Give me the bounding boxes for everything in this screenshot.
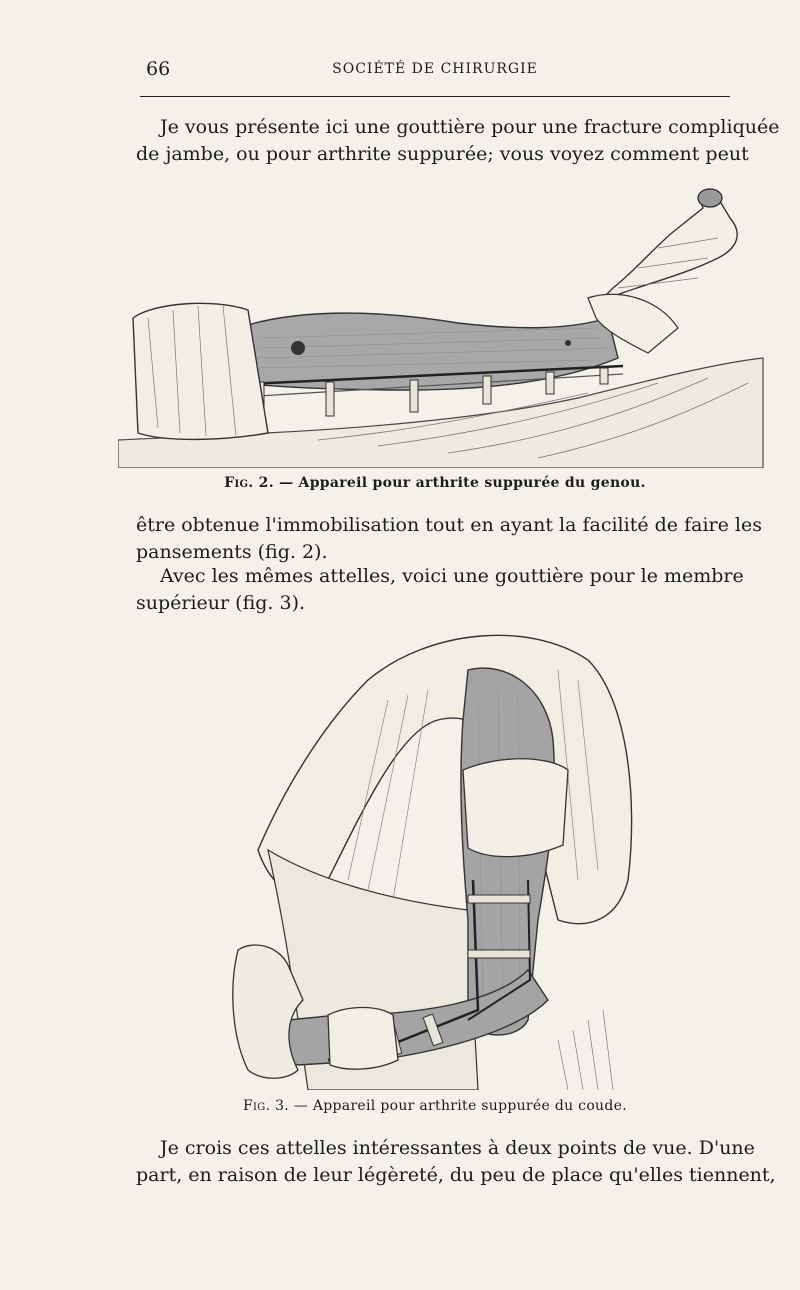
text-line: être obtenue l'immobilisation tout en ayant la facilité de faire les <box>136 514 762 536</box>
arm-splint-drawing <box>228 620 648 1090</box>
paragraph-continuation <box>136 512 762 566</box>
figure-3-caption <box>140 1098 730 1114</box>
figure-3-caption-text: — Appareil pour arthrite suppurée du coude. <box>293 1098 627 1114</box>
page-header <box>140 58 730 84</box>
figure-2-caption <box>140 475 730 491</box>
running-head: SOCIÉTÉ DE CHIRURGIE <box>332 61 538 77</box>
figure-2-caption-text: — Appareil pour arthrite suppurée du genou. <box>279 475 646 491</box>
page-number: 66 <box>146 58 171 80</box>
paragraph-conclusion <box>136 1135 776 1189</box>
figure-2-illustration <box>118 178 768 468</box>
header-rule <box>140 96 730 97</box>
paragraph-intro <box>136 114 780 168</box>
text-line: Je crois ces attelles intéressantes à deux points de vue. D'une <box>160 1137 755 1159</box>
text-line: Avec les mêmes attelles, voici une gouttière pour le membre <box>160 565 744 587</box>
paragraph-upper-limb <box>136 563 744 617</box>
text-line: Je vous présente ici une gouttière pour une fracture compliquée <box>160 116 780 138</box>
text-line: supérieur (fig. 3). <box>136 592 306 614</box>
leg-splint-drawing <box>118 178 768 468</box>
figure-2-label: Fig. 2. <box>224 475 274 491</box>
figure-3-illustration <box>228 620 648 1090</box>
text-line: pansements (fig. 2). <box>136 541 328 563</box>
text-line: part, en raison de leur légèreté, du peu de place qu'elles tiennent, <box>136 1164 776 1186</box>
text-line: de jambe, ou pour arthrite suppurée; vous voyez comment peut <box>136 143 749 165</box>
figure-3-label: Fig. 3. <box>243 1098 290 1114</box>
